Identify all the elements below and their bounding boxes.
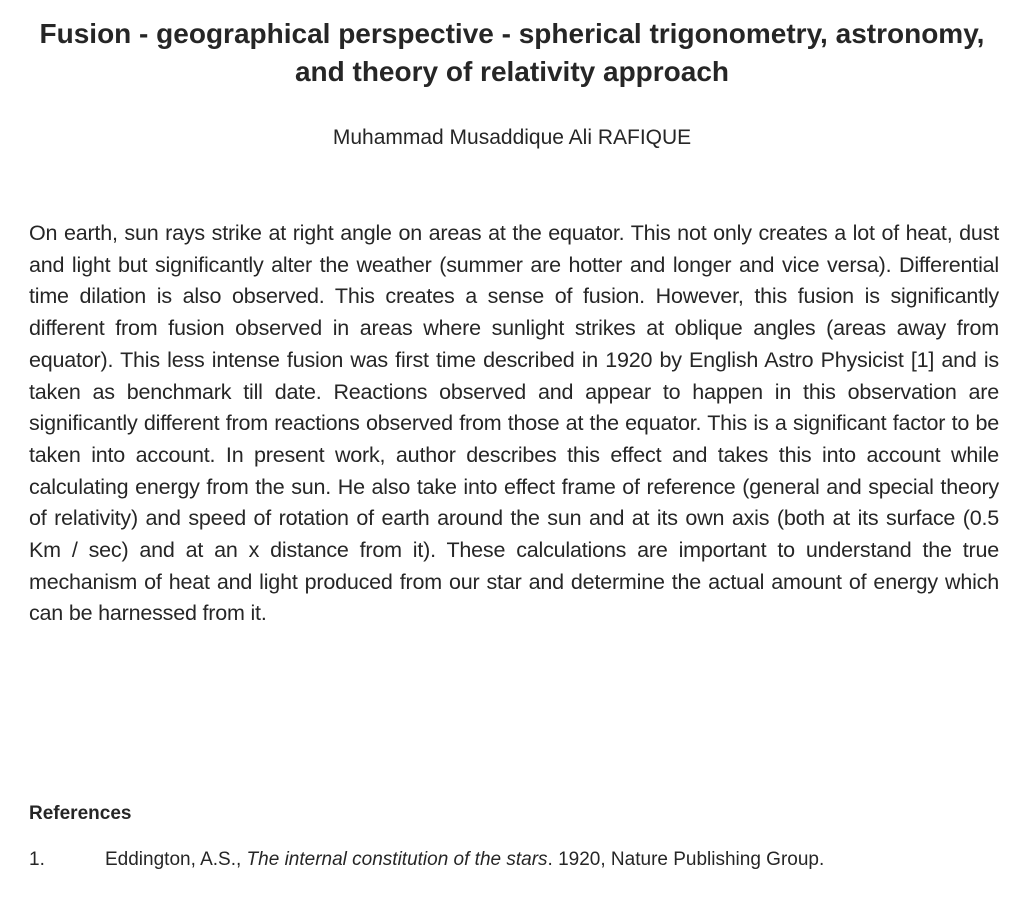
references-heading: References: [29, 803, 132, 824]
paper-title: Fusion - geographical perspective - spherical trigonometry, astronomy, and theory of relativity approach: [39, 18, 985, 87]
reference-number: 1.: [29, 849, 45, 870]
reference-title: The internal constitution of the stars: [246, 849, 548, 870]
reference-details: . 1920, Nature Publishing Group.: [547, 849, 825, 870]
reference-text: [105, 847, 824, 873]
reference-authors: Eddington, A.S.,: [105, 849, 247, 870]
abstract-paragraph: On earth, sun rays strike at right angle on areas at the equator. This not only creates a lot of heat, dust and light but significantly alter the weather (summer are hotter and longer and vice versa). Differential time dilation is also observed. This creates a sense of fusion. However, this fusion is significantly different from fusion observed in areas where sunlight strikes at oblique angles (areas away from equator). This less intense fusion was first time described in 1920 by English Astro Physicist [1] and is taken as benchmark till date. Reactions observed and appear to happen in this observation are significantly different from reactions observed from those at the equator. This is a significant factor to be taken into account. In present work, author describes this effect and takes this into account while calculating energy from the sun. He also take into effect frame of reference (general and special theory of relativity) and speed of rotation of earth around the sun and at its own axis (both at its surface (0.5 Km / sec) and at an x distance from it). These calculations are important to understand the true mechanism of heat and light produced from our star and determine the actual amount of energy which can be harnessed from it.: [29, 221, 999, 626]
paper-author: Muhammad Musaddique Ali RAFIQUE: [332, 126, 692, 149]
